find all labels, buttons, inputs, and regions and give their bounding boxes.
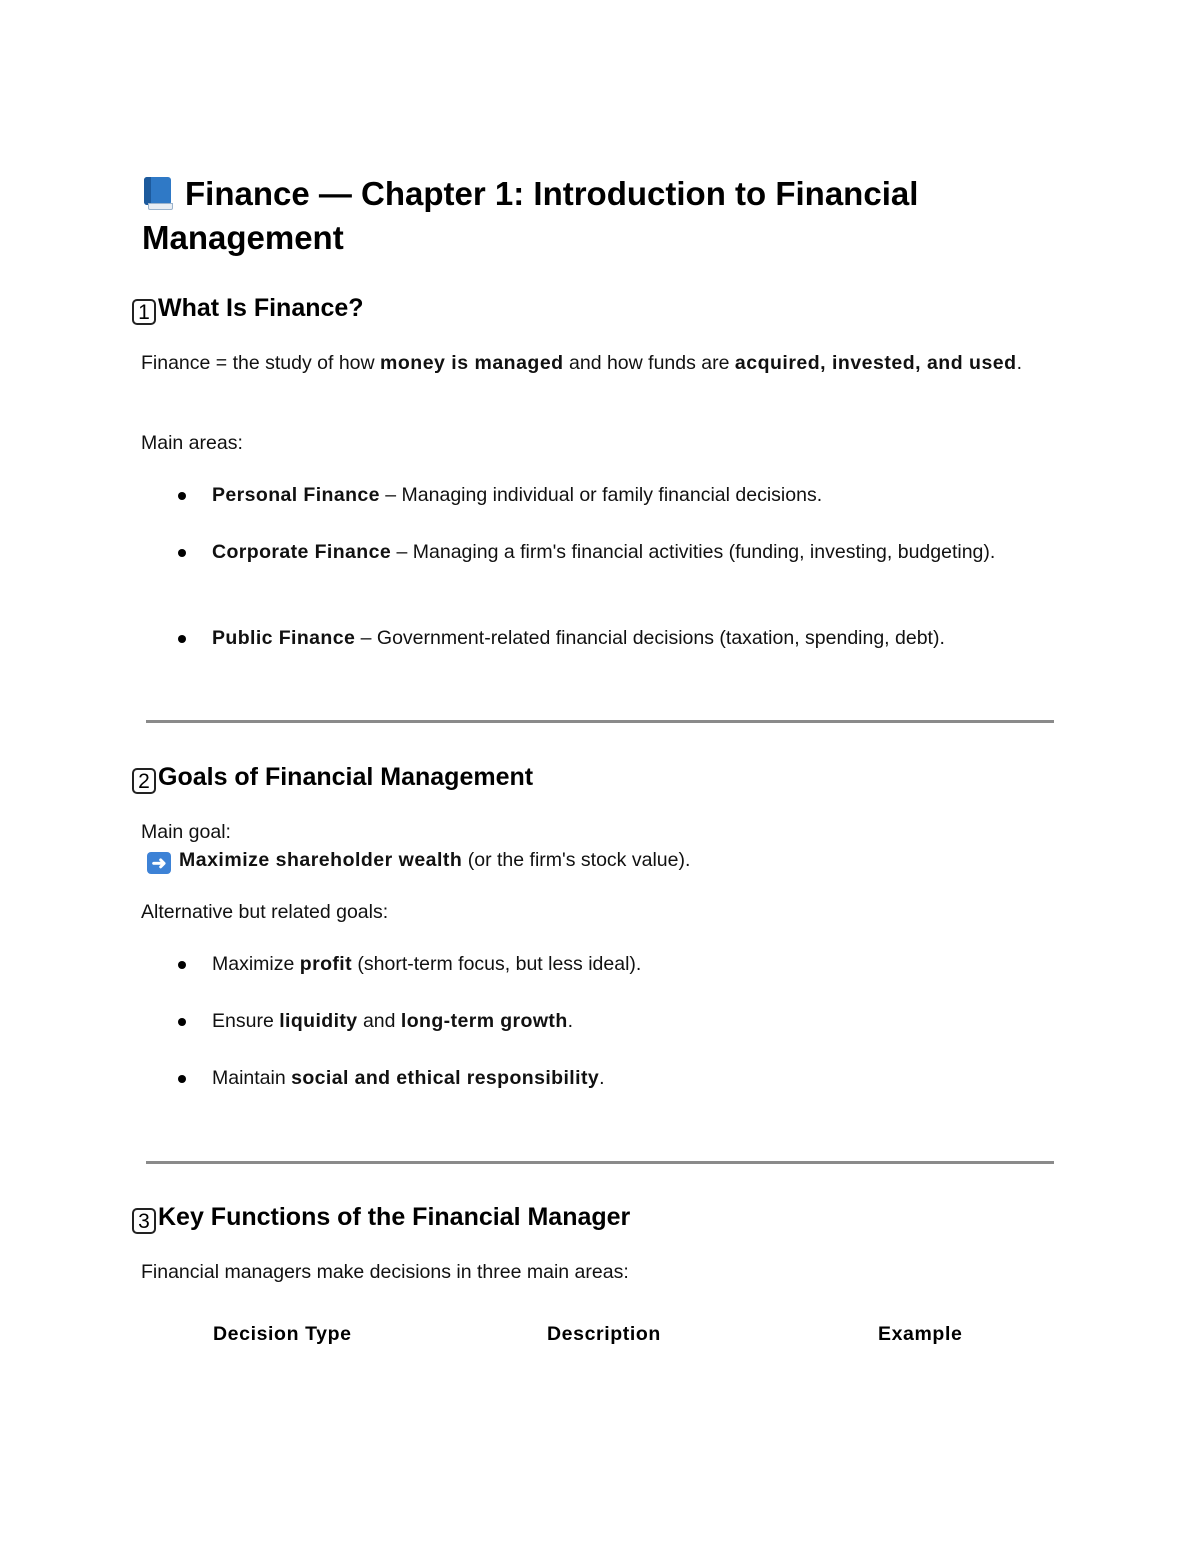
goal-text: . xyxy=(567,1010,574,1032)
list-item xyxy=(178,950,1038,978)
section-2-heading-text: Goals of Financial Management xyxy=(158,763,534,791)
section-1-heading-text: What Is Finance? xyxy=(158,294,364,322)
bullet-icon xyxy=(178,635,186,643)
definition-bold: money is managed xyxy=(380,352,564,374)
area-term: Personal Finance xyxy=(212,484,380,506)
goal-text: Maintain xyxy=(212,1067,292,1089)
alt-goals-label: Alternative but related goals: xyxy=(141,901,389,923)
page-title-text: Finance — Chapter 1: Introduction to Financial Management xyxy=(142,175,919,256)
goal-text: . xyxy=(599,1067,605,1089)
main-areas-label: Main areas: xyxy=(141,432,243,454)
goal-bold: profit xyxy=(299,953,352,975)
main-goal-bold: Maximize shareholder wealth xyxy=(179,849,463,871)
keycap-number-icon: 2 xyxy=(132,768,156,794)
goal-text: and xyxy=(357,1010,401,1032)
list-item xyxy=(178,481,1038,509)
finance-definition xyxy=(141,349,1041,377)
area-desc: – Government-related financial decisions (taxation, spending, debt). xyxy=(355,627,945,649)
definition-text: Finance = the study of how xyxy=(141,352,381,374)
definition-text: . xyxy=(1016,352,1022,374)
page-title xyxy=(142,172,1042,260)
goal-bold: social and ethical responsibility xyxy=(291,1067,600,1089)
section-1-heading xyxy=(132,292,364,325)
area-term: Corporate Finance xyxy=(212,541,392,563)
section-divider xyxy=(146,720,1054,723)
area-term: Public Finance xyxy=(212,627,356,649)
functions-intro: Financial managers make decisions in three main areas: xyxy=(141,1261,629,1283)
main-goal xyxy=(141,818,1041,874)
list-item xyxy=(178,1064,1038,1092)
section-divider xyxy=(146,1161,1054,1164)
bullet-icon xyxy=(178,961,186,969)
goal-text: Maximize xyxy=(212,953,300,975)
definition-text: and how funds are xyxy=(563,352,735,374)
area-desc: – Managing a firm's financial activities (funding, investing, budgeting). xyxy=(391,541,996,563)
section-3-heading-text: Key Functions of the Financial Manager xyxy=(158,1203,631,1231)
bullet-icon xyxy=(178,549,186,557)
right-arrow-icon: ➜ xyxy=(147,852,171,874)
definition-bold: acquired, invested, and used xyxy=(734,352,1017,374)
goal-text: Ensure xyxy=(212,1010,280,1032)
keycap-number-icon: 1 xyxy=(132,299,156,325)
book-icon xyxy=(142,176,173,209)
area-desc: – Managing individual or family financial decisions. xyxy=(379,484,823,506)
bullet-icon xyxy=(178,492,186,500)
bullet-icon xyxy=(178,1018,186,1026)
column-header: Example xyxy=(878,1323,963,1345)
list-item xyxy=(178,1007,1038,1035)
goal-text: (short-term focus, but less ideal). xyxy=(351,953,642,975)
column-header: Description xyxy=(547,1323,661,1345)
keycap-number-icon: 3 xyxy=(132,1208,156,1234)
section-3-heading xyxy=(132,1201,630,1234)
list-item xyxy=(178,538,1038,566)
goal-bold: long-term growth xyxy=(400,1010,568,1032)
list-item xyxy=(178,624,1038,652)
main-goal-label: Main goal: xyxy=(141,821,231,843)
main-goal-rest: (or the firm's stock value). xyxy=(462,849,691,871)
goal-bold: liquidity xyxy=(279,1010,358,1032)
column-header: Decision Type xyxy=(213,1323,352,1345)
bullet-icon xyxy=(178,1075,186,1083)
section-2-heading xyxy=(132,761,533,794)
